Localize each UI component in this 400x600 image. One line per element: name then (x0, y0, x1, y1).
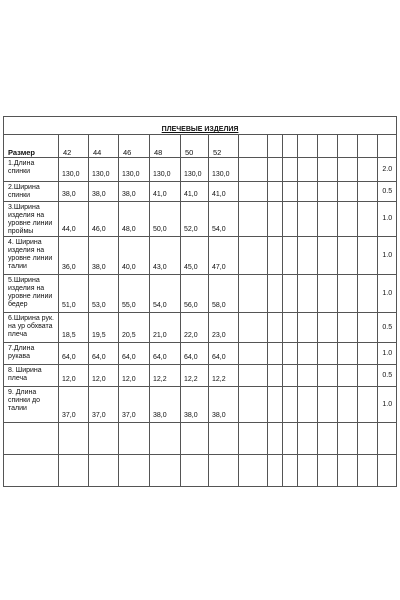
measurement-sheet (0, 116, 400, 487)
empty-cell (318, 313, 338, 343)
empty-cell (239, 423, 268, 455)
measurement-value: 12,0 (59, 365, 89, 387)
measurement-value: 41,0 (150, 182, 181, 202)
empty-cell (268, 313, 283, 343)
empty-cell (318, 365, 338, 387)
empty-cell (318, 343, 338, 365)
empty-cell (318, 237, 338, 275)
measurement-value: 45,0 (181, 237, 209, 275)
table-row (4, 275, 397, 313)
measurement-value: 56,0 (181, 275, 209, 313)
tolerance-value: 1.0 (378, 202, 397, 237)
empty-cell (358, 455, 378, 487)
empty-cell (318, 135, 338, 158)
measurement-value: 58,0 (209, 275, 239, 313)
empty-cell (283, 387, 298, 423)
size-50: 50 (181, 135, 209, 158)
measurement-value: 18,5 (59, 313, 89, 343)
measurement-value: 12,2 (150, 365, 181, 387)
table-row (4, 182, 397, 202)
measurement-label: 8. Ширина плеча (4, 365, 59, 387)
empty-cell (338, 365, 358, 387)
empty-cell (239, 387, 268, 423)
empty-cell (318, 182, 338, 202)
measurement-value: 64,0 (119, 343, 150, 365)
empty-cell (298, 387, 318, 423)
table-row (4, 387, 397, 423)
measurement-label: 3.Ширина изделия на уровне линии проймы (4, 202, 59, 237)
empty-cell (268, 275, 283, 313)
measurement-value: 54,0 (150, 275, 181, 313)
empty-cell (338, 343, 358, 365)
measurement-value: 43,0 (150, 237, 181, 275)
empty-cell (283, 313, 298, 343)
empty-cell (268, 135, 283, 158)
empty-cell (283, 182, 298, 202)
empty-cell (119, 455, 150, 487)
measurement-value: 37,0 (59, 387, 89, 423)
empty-cell (378, 455, 397, 487)
empty-cell (358, 313, 378, 343)
empty-cell (239, 365, 268, 387)
empty-cell (338, 237, 358, 275)
empty-cell (89, 455, 119, 487)
empty-cell (283, 423, 298, 455)
empty-cell (239, 455, 268, 487)
measurement-value: 64,0 (181, 343, 209, 365)
empty-cell (298, 313, 318, 343)
empty-cell (298, 202, 318, 237)
measurement-value: 130,0 (181, 158, 209, 182)
measurement-value: 38,0 (119, 182, 150, 202)
empty-cell (283, 158, 298, 182)
tolerance-value: 0.5 (378, 182, 397, 202)
empty-cell (318, 158, 338, 182)
measurement-value: 19,5 (89, 313, 119, 343)
empty-cell (338, 135, 358, 158)
measurement-value: 20,5 (119, 313, 150, 343)
measurement-value: 38,0 (150, 387, 181, 423)
empty-cell (268, 158, 283, 182)
measurement-value: 36,0 (59, 237, 89, 275)
empty-cell (358, 158, 378, 182)
empty-cell (378, 423, 397, 455)
empty-cell (59, 455, 89, 487)
measurement-value: 22,0 (181, 313, 209, 343)
measurement-value: 23,0 (209, 313, 239, 343)
empty-cell (358, 202, 378, 237)
empty-cell (4, 423, 59, 455)
empty-cell (181, 423, 209, 455)
empty-cell (209, 423, 239, 455)
empty-cell (338, 423, 358, 455)
measurement-value: 48,0 (119, 202, 150, 237)
empty-cell (268, 202, 283, 237)
empty-cell (298, 182, 318, 202)
measurement-value: 41,0 (209, 182, 239, 202)
empty-cell (268, 423, 283, 455)
empty-cell (268, 182, 283, 202)
table-row (4, 343, 397, 365)
empty-cell (298, 158, 318, 182)
size-label: Размер (4, 135, 59, 158)
empty-cell (338, 202, 358, 237)
empty-cell (150, 423, 181, 455)
measurement-value: 46,0 (89, 202, 119, 237)
tolerance-value: 2.0 (378, 158, 397, 182)
tolerance-value: 0.5 (378, 313, 397, 343)
empty-cell (318, 202, 338, 237)
measurement-value: 52,0 (181, 202, 209, 237)
empty-cell (209, 455, 239, 487)
size-chart-table (3, 116, 397, 487)
empty-cell (298, 135, 318, 158)
empty-row (4, 423, 397, 455)
empty-cell (89, 423, 119, 455)
size-46: 46 (119, 135, 150, 158)
measurement-value: 12,0 (119, 365, 150, 387)
empty-cell (283, 135, 298, 158)
empty-cell (298, 237, 318, 275)
empty-cell (298, 343, 318, 365)
empty-cell (283, 365, 298, 387)
empty-cell (283, 275, 298, 313)
measurement-value: 37,0 (89, 387, 119, 423)
measurement-value: 38,0 (89, 182, 119, 202)
empty-cell (318, 387, 338, 423)
size-52: 52 (209, 135, 239, 158)
measurement-label: 4. Ширина изделия на уровне линии талии (4, 237, 59, 275)
measurement-label: 7.Длина рукава (4, 343, 59, 365)
empty-row (4, 455, 397, 487)
empty-cell (239, 275, 268, 313)
empty-cell (378, 135, 397, 158)
measurement-value: 21,0 (150, 313, 181, 343)
empty-cell (119, 423, 150, 455)
measurement-value: 12,2 (181, 365, 209, 387)
tolerance-value: 0.5 (378, 365, 397, 387)
measurement-value: 130,0 (150, 158, 181, 182)
empty-cell (338, 158, 358, 182)
measurement-value: 38,0 (89, 237, 119, 275)
empty-cell (239, 182, 268, 202)
empty-cell (181, 455, 209, 487)
empty-cell (268, 455, 283, 487)
measurement-value: 64,0 (59, 343, 89, 365)
measurement-value: 44,0 (59, 202, 89, 237)
measurement-label: 5.Ширина изделия на уровне линии бедер (4, 275, 59, 313)
measurement-value: 64,0 (89, 343, 119, 365)
table-title: ПЛЕЧЕВЫЕ ИЗДЕЛИЯ (4, 117, 397, 135)
empty-cell (358, 275, 378, 313)
empty-cell (283, 237, 298, 275)
empty-cell (150, 455, 181, 487)
empty-cell (298, 423, 318, 455)
empty-cell (239, 237, 268, 275)
empty-cell (318, 423, 338, 455)
empty-cell (239, 158, 268, 182)
empty-cell (318, 455, 338, 487)
empty-cell (338, 387, 358, 423)
empty-cell (338, 182, 358, 202)
empty-cell (358, 343, 378, 365)
empty-cell (268, 387, 283, 423)
measurement-label: 1.Длина спинки (4, 158, 59, 182)
measurement-value: 64,0 (209, 343, 239, 365)
table-row (4, 237, 397, 275)
measurement-value: 38,0 (209, 387, 239, 423)
tolerance-value: 1.0 (378, 387, 397, 423)
empty-cell (358, 237, 378, 275)
header-row (4, 135, 397, 158)
measurement-value: 47,0 (209, 237, 239, 275)
table-row (4, 365, 397, 387)
measurement-label: 9. Длина спинки до талии (4, 387, 59, 423)
empty-cell (318, 275, 338, 313)
measurement-label: 2.Ширина спинки (4, 182, 59, 202)
measurement-value: 55,0 (119, 275, 150, 313)
empty-cell (4, 455, 59, 487)
measurement-value: 38,0 (59, 182, 89, 202)
measurement-value: 53,0 (89, 275, 119, 313)
measurement-value: 12,0 (89, 365, 119, 387)
table-row (4, 313, 397, 343)
empty-cell (239, 313, 268, 343)
size-48: 48 (150, 135, 181, 158)
measurement-value: 12,2 (209, 365, 239, 387)
empty-cell (283, 202, 298, 237)
measurement-value: 130,0 (59, 158, 89, 182)
empty-cell (358, 135, 378, 158)
empty-cell (298, 275, 318, 313)
empty-cell (283, 455, 298, 487)
empty-cell (338, 313, 358, 343)
empty-cell (298, 365, 318, 387)
measurement-value: 54,0 (209, 202, 239, 237)
size-42: 42 (59, 135, 89, 158)
empty-cell (358, 423, 378, 455)
empty-cell (298, 455, 318, 487)
empty-cell (358, 182, 378, 202)
tolerance-value: 1.0 (378, 275, 397, 313)
empty-cell (338, 275, 358, 313)
measurement-value: 130,0 (209, 158, 239, 182)
size-44: 44 (89, 135, 119, 158)
measurement-label: 6.Ширина рук. на ур обхвата плеча (4, 313, 59, 343)
tolerance-value: 1.0 (378, 343, 397, 365)
measurement-value: 37,0 (119, 387, 150, 423)
empty-cell (268, 343, 283, 365)
measurement-value: 40,0 (119, 237, 150, 275)
empty-cell (358, 365, 378, 387)
table-row (4, 202, 397, 237)
empty-cell (239, 135, 268, 158)
empty-cell (239, 202, 268, 237)
empty-cell (358, 387, 378, 423)
measurement-value: 51,0 (59, 275, 89, 313)
empty-cell (283, 343, 298, 365)
empty-cell (268, 237, 283, 275)
tolerance-value: 1.0 (378, 237, 397, 275)
table-row (4, 158, 397, 182)
measurement-value: 41,0 (181, 182, 209, 202)
measurement-value: 130,0 (119, 158, 150, 182)
measurement-value: 64,0 (150, 343, 181, 365)
measurement-value: 50,0 (150, 202, 181, 237)
empty-cell (59, 423, 89, 455)
empty-cell (239, 343, 268, 365)
measurement-value: 38,0 (181, 387, 209, 423)
measurement-value: 130,0 (89, 158, 119, 182)
empty-cell (338, 455, 358, 487)
empty-cell (268, 365, 283, 387)
